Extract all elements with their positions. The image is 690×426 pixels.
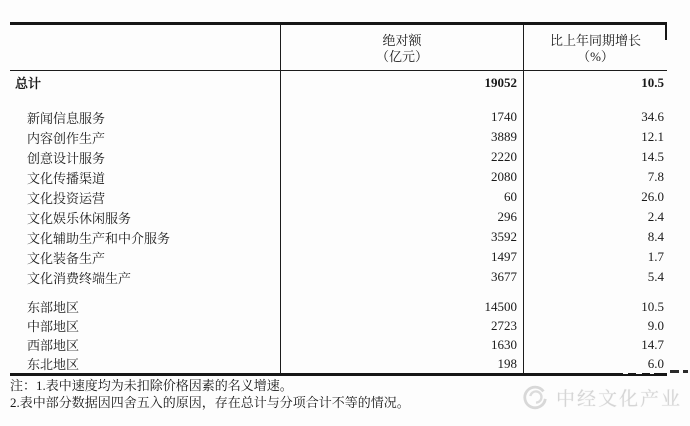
table-row-total [10,71,667,94]
table-row [10,207,667,227]
table-row [10,127,667,147]
row-growth: 12.1 [523,127,667,147]
border-gap [650,370,654,374]
row-label: 创意设计服务 [27,150,106,166]
header-growth-line2: （%） [577,48,614,64]
row-value: 198 [280,354,523,373]
table-row [10,297,667,316]
row-value: 296 [280,207,523,227]
table-spacer-row [10,94,667,107]
table-spacer-row [10,287,667,297]
row-label: 文化装备生产 [27,250,106,266]
row-label: 中部地区 [27,319,80,334]
row-value: 3677 [280,267,523,287]
table-row [10,147,667,167]
footnote-line2: 2.表中部分数据因四舍五入的原因，存在总计与分项合计不等的情况。 [10,395,410,410]
row-growth: 26.0 [523,187,667,207]
row-label: 东部地区 [27,300,80,315]
table-row [10,107,667,127]
row-growth: 6.0 [523,354,667,373]
row-growth: 2.4 [523,207,667,227]
row-value: 2080 [280,167,523,187]
row-growth: 34.6 [523,107,667,127]
table-row [10,335,667,354]
row-growth: 7.8 [523,167,667,187]
row-growth: 10.5 [523,297,667,316]
table-row [10,267,667,287]
table-row [10,316,667,335]
header-growth-cell [523,25,667,70]
row-growth: 14.5 [523,147,667,167]
table-header-row [10,25,667,71]
row-label: 总计 [15,76,42,91]
row-value: 2220 [280,147,523,167]
header-amount-line1: 绝对额 [382,32,422,48]
row-label: 文化辅助生产和中介服务 [27,230,171,246]
border-dash [670,370,679,373]
table-row [10,354,667,373]
table-row [10,187,667,207]
footnote-line1: 注：1.表中速度均为未扣除价格因素的名义增速。 [10,378,293,393]
row-label: 文化传播渠道 [27,170,106,186]
header-amount-cell [280,25,523,70]
zhongjing-logo-icon [520,382,550,412]
row-label: 文化投资运营 [27,190,106,206]
row-value: 3889 [280,127,523,147]
row-value: 3592 [280,227,523,247]
border-gap [636,370,642,374]
row-growth: 1.7 [523,247,667,267]
row-label: 东北地区 [27,357,80,372]
row-value: 1740 [280,107,523,127]
row-label: 西部地区 [27,338,80,353]
table-row [10,247,667,267]
row-growth: 5.4 [523,267,667,287]
table-right-border-stub [665,25,667,40]
row-growth: 8.4 [523,227,667,247]
header-growth-line1: 比上年同期增长 [549,32,641,48]
row-value: 1630 [280,335,523,354]
row-growth: 9.0 [523,316,667,335]
row-value: 1497 [280,247,523,267]
table-row [10,167,667,187]
row-value: 14500 [280,297,523,316]
header-amount-line2: （亿元） [375,48,428,64]
footnotes [10,377,410,411]
row-value: 60 [280,187,523,207]
row-growth: 14.7 [523,335,667,354]
border-gap [623,370,628,374]
row-label: 新闻信息服务 [27,110,106,126]
table-row [10,227,667,247]
row-label: 文化消费终端生产 [27,270,132,286]
row-label: 内容创作生产 [27,130,106,146]
row-growth: 10.5 [523,71,667,94]
row-label: 文化娱乐休闲服务 [27,210,132,226]
border-dash [683,370,688,373]
watermark [520,382,682,412]
row-value: 19052 [280,71,523,94]
row-value: 2723 [280,316,523,335]
data-table [10,22,667,376]
watermark-text: 中经文化产业 [556,388,683,410]
